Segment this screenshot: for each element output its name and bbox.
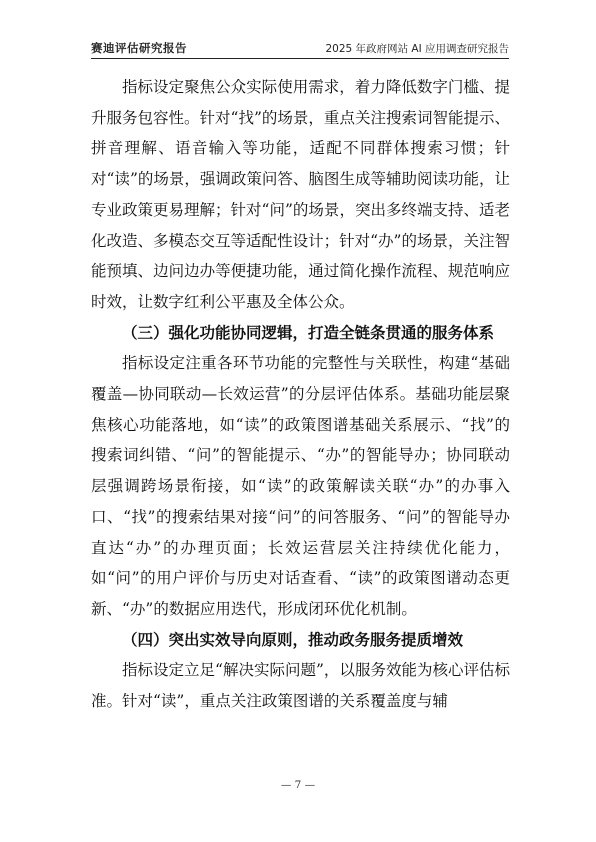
paragraph-coordination: 指标设定注重各环节功能的完整性与关联性，构建“基础覆盖—协同联动—长效运营”的分层评估体系。基础功能层聚焦核心功能落地，如“读”的政策图谱基础关系展示、“找”的搜索词纠错、“问”的智能提示、“办”的智能导办；协同联动层强调跨场景衔接，如“读”的政策解读关联“办”的办事入口、“找”的搜索结果对接“问”的问答服务、“问”的智能导办直达“办”的办理页面；长效运营层关注持续优化能力，如“问”的用户评价与历史对话查看、“读”的政策图谱动态更新、“办”的数据应用迭代，形成闭环优化机制。 (91, 354, 510, 618)
page-number: — 7 — (280, 779, 316, 791)
header-report-title: 2025 年政府网站 AI 应用调查研究报告 (325, 43, 509, 55)
section-heading-4: （四）突出实效导向原则，推动政务服务提质增效 (122, 629, 464, 649)
header-report-series: 赛迪评估研究报告 (91, 41, 187, 55)
document-body (91, 72, 510, 717)
section-heading-3: （三）强化功能协同逻辑，打造全链条贯通的服务体系 (122, 322, 495, 342)
paragraph-effectiveness: 指标设定立足“解决实际问题”，以服务效能为核心评估标准。针对“读”，重点关注政策图谱的关系覆盖度与辅 (91, 661, 510, 711)
paragraph-accessibility: 指标设定聚焦公众实际使用需求，着力降低数字门槛、提升服务包容性。针对“找”的场景，重点关注搜索词智能提示、拼音理解、语音输入等功能，适配不同群体搜索习惯；针对“读”的场景，强调政策问答、脑图生成等辅助阅读功能，让专业政策更易理解；针对“问”的场景，突出多终端支持、适老化改造、多模态交互等适配性设计；针对“办”的场景，关注智能预填、边问边办等便捷功能，通过简化操作流程、规范响应时效，让数字红利公平惠及全体公众。 (91, 78, 510, 311)
page-header (91, 40, 509, 59)
